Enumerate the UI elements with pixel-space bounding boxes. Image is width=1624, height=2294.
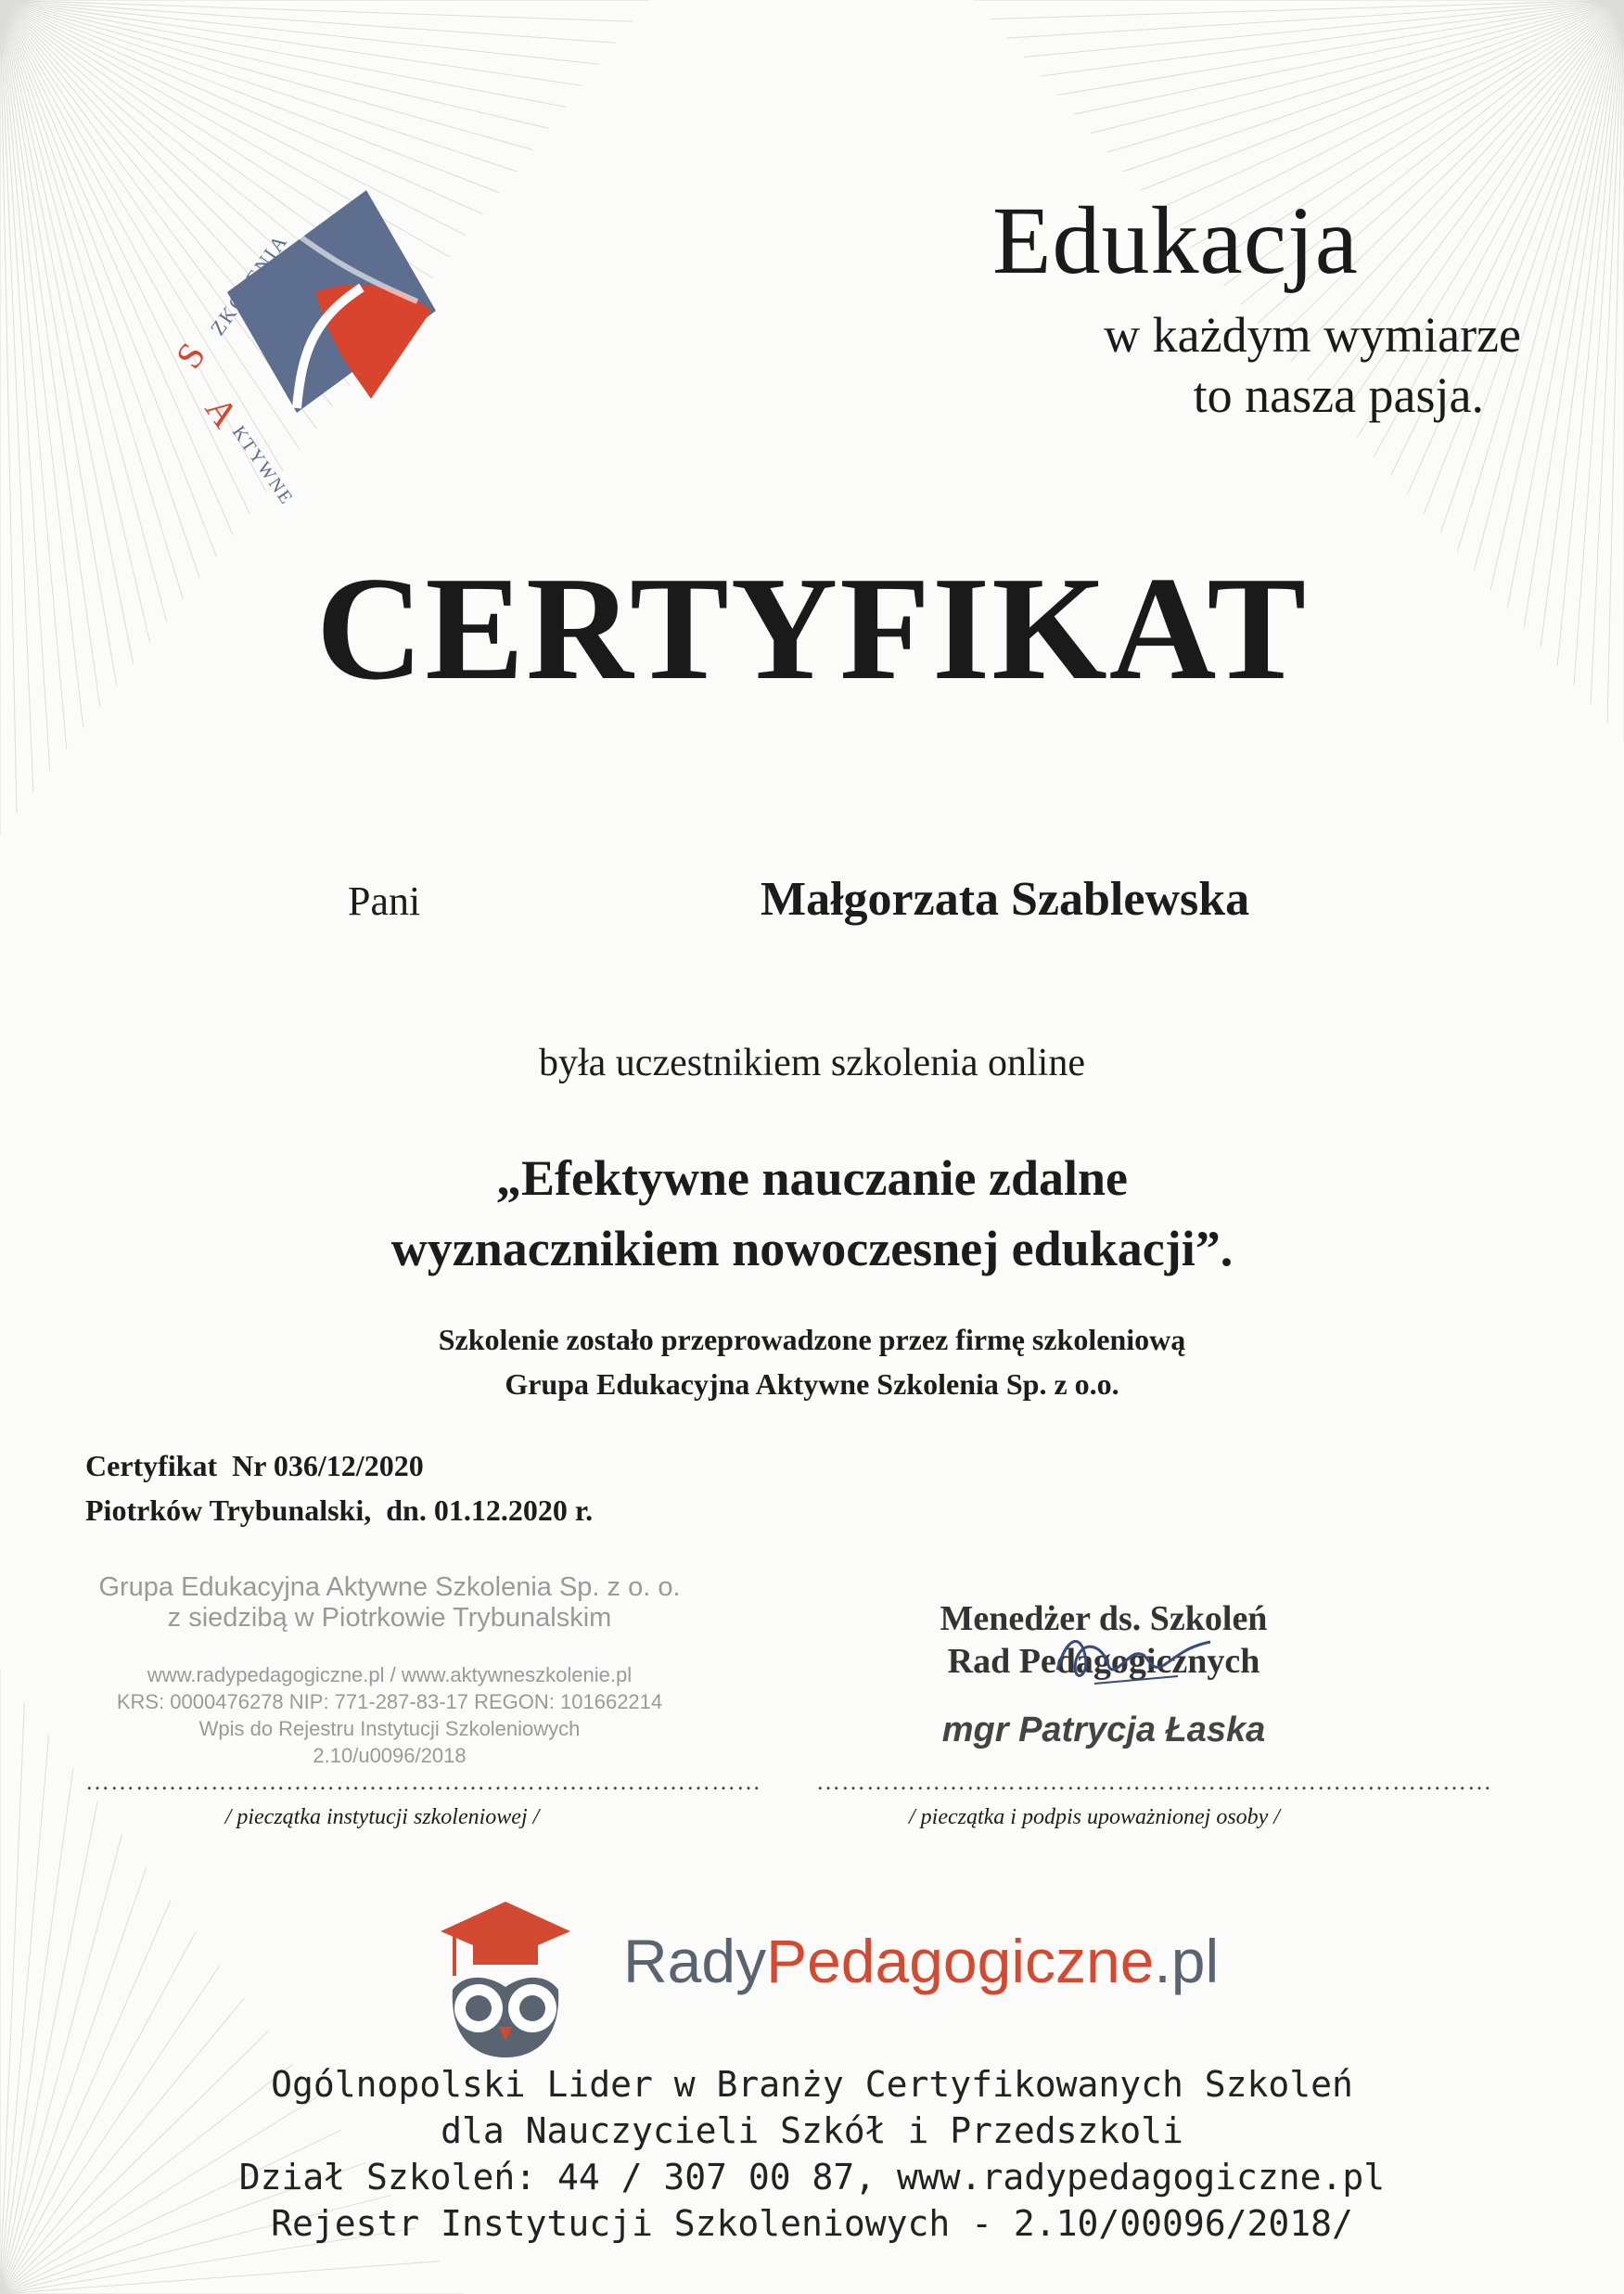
slogan-line-2: w każdym wymiarze: [1104, 307, 1521, 363]
caption-authorized-signature: / pieczątka i podpis upoważnionej osoby /: [909, 1805, 1280, 1829]
course-title: [0, 1143, 1624, 1284]
szkolenia-aktywne-logo: [139, 172, 450, 509]
stamp-line-4: KRS: 0000476278 NIP: 771-287-83-17 REGON: 101662214: [116, 1690, 663, 1713]
conducted-line-1: Szkolenie zostało przeprowadzone przez firmę szkoleniową: [438, 1323, 1186, 1356]
footer-line-4: Rejestr Instytucji Szkoleniowych - 2.10/00096/2018/: [271, 2203, 1353, 2244]
slogan-line-3: to nasza pasja.: [1193, 367, 1484, 423]
stamp-line-5: Wpis do Rejestru Instytucji Szkoleniowych: [198, 1717, 581, 1740]
manager-title-line-2: Rad Pedagogicznych: [947, 1642, 1260, 1681]
stamp-line-2: z siedzibą w Piotrkowie Trybunalskim: [167, 1603, 612, 1633]
footer-line-3: Dział Szkoleń: 44 / 307 00 87, www.radypedagogiczne.pl: [238, 2157, 1386, 2198]
svg-text:A: A: [197, 389, 248, 435]
footer-line-1: Ogólnopolski Lider w Branży Certyfikowanych Szkoleń: [271, 2064, 1353, 2105]
owl-graduation-cap-icon: [436, 1902, 575, 2059]
signature-line-right: ………………………………………………………………………: [816, 1768, 1492, 1795]
brand-part-2: Pedagogiczne: [766, 1927, 1155, 1995]
institution-stamp: [79, 1572, 700, 1769]
recipient-salutation: Pani: [348, 878, 421, 924]
course-title-line-2: wyznacznikiem nowoczesnej edukacji”.: [390, 1221, 1234, 1276]
stamp-line-6: 2.10/u0096/2018: [313, 1744, 467, 1767]
certificate-title: CERTYFIKAT: [315, 545, 1309, 711]
stamp-line-3: www.radypedagogiczne.pl / www.aktywneszkolenie.pl: [147, 1663, 633, 1686]
slogan-title: Edukacja: [992, 187, 1359, 294]
brand-part-1: Rady: [623, 1927, 767, 1995]
conducted-line-2: Grupa Edukacyjna Aktywne Szkolenia Sp. z o.o.: [505, 1367, 1119, 1401]
handwritten-signature: [1039, 1619, 1224, 1693]
course-title-line-1: „Efektywne nauczanie zdalne: [496, 1150, 1128, 1206]
svg-text:KTYWNE: KTYWNE: [227, 422, 298, 509]
stamp-line-1: Grupa Edukacyjna Aktywne Szkolenia Sp. z o. o.: [98, 1572, 681, 1602]
signature-line-left: ………………………………………………………………………: [85, 1768, 761, 1795]
place-and-date: Piotrków Trybunalski, dn. 01.12.2020 r.: [85, 1493, 594, 1527]
certificate-number: Certyfikat Nr 036/12/2020: [85, 1449, 424, 1482]
certificate-info: [85, 1443, 593, 1532]
svg-text:ZKOLENIA: ZKOLENIA: [205, 229, 293, 340]
footer-line-2: dla Nauczycieli Szkół i Przedszkoli: [441, 2110, 1183, 2151]
conducted-by: [0, 1317, 1624, 1406]
manager-name: mgr Patrycja Łaska: [941, 1711, 1266, 1749]
recipient-name: Małgorzata Szablewska: [761, 873, 1250, 926]
brand-part-3: .pl: [1154, 1927, 1220, 1995]
svg-text:S: S: [167, 335, 214, 377]
participation-text: była uczestnikiem szkolenia online: [539, 1042, 1085, 1084]
manager-title-line-1: Menedżer ds. Szkoleń: [940, 1599, 1268, 1638]
caption-institution-stamp: / pieczątka instytucji szkoleniowej /: [224, 1805, 540, 1829]
footer: [0, 2061, 1624, 2247]
brand-name: [623, 1926, 1219, 1996]
